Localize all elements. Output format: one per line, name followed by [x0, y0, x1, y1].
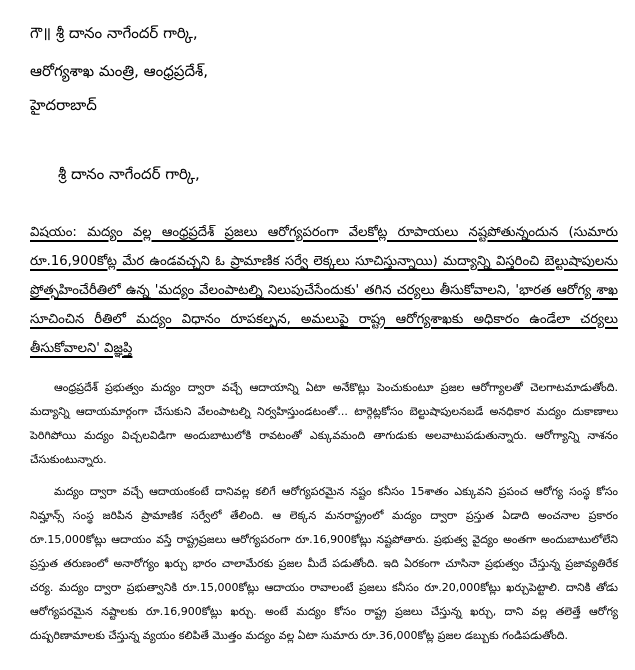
address-line-designation: ఆరోగ్యశాఖ మంత్రి, ఆంధ్రప్రదేశ్,	[30, 62, 209, 80]
subject-line: విషయం: మద్యం వల్ల ఆంధ్రప్రదేశ్ ప్రజలు ఆరోగ్యపరంగా వేలకోట్ల రూపాయలు నష్టపోతున్నందున (సుమారు రూ.16,900కోట్ల మేర ఉండవచ్చని ఓ ప్రామాణిక సర్వే లెక్కలు సూచిస్తున్నాయి) మద్యాన్ని విస్తరించి బెల్టుషాపులను ప్రోత్సహించేరీతిలో ఉన్న 'మద్యం వేలంపాటల్ని నిలుపుచేసేందుకు' తగిన చర్యలు తీసుకోవాలని, 'భారత ఆరోగ్య శాఖ సూచించిన రీతిలో మద్యం విధానం రూపకల్పన, అమలుపై రాష్ట్ర ఆరోగ్యశాఖకు అధికారం ఉండేలా చర్యలు తీసుకోవాలని' విజ్ఞప్తి	[30, 225, 618, 356]
body-paragraph-2: మద్యం ద్వారా వచ్చే ఆదాయంకంటే దానివల్ల కలిగే ఆరోగ్యపరమైన నష్టం కనీసం 15శాతం ఎక్కువని ప్రపంచ ఆరోగ్య సంస్థ కోసం నిమ్హాన్స్ సంస్థ జరిపిన ప్రామాణిక సర్వేలో తేలింది. ఆ లెక్కన మనరాష్ట్రంలో మద్యం ద్వారా ప్రస్తుత ఏడాది అంచనాల ప్రకారం రూ.15,000కోట్లు ఆదాయం వస్తే రాష్ట్రప్రజలు ఆరోగ్యపరంగా రూ.16,900కోట్లు నష్టపోతారు. ప్రభుత్వ వైద్యం అంతగా అందుబాటులోలేని ప్రస్తుత తరుణంలో అనారోగ్యం ఖర్చు భారం చాలామేరకు ప్రజల మీదే పడుతోంది. ఇది ఏరకంగా చూసినా ప్రభుత్వం చేస్తున్న ప్రజావ్యతిరేక చర్య. మద్యం ద్వారా ప్రభుత్వానికి రూ.15,000కోట్లు ఆదాయం రావాలంటే ప్రజలు కనీసం రూ.20,000కోట్లు ఖర్చుపెట్టాలి. దానికి తోడు ఆరోగ్యపరమైన నష్టాలకు రూ.16,900కోట్లు ఖర్చు. అంటే మద్యం కోసం రాష్ట్ర ప్రజలు చేస్తున్న ఖర్చు, దాని వల్ల తలెత్తే ఆరోగ్య దుష్పరిణామాలకు చేస్తున్న వ్యయం కలిపితే మొత్తం మద్యం వల్ల ఏటా సుమారు రూ.36,000కోట్ల ప్రజల డబ్బుకు గండిపడుతోంది.	[30, 485, 618, 642]
address-line-recipient: గౌ॥ శ్రీ దానం నాగేందర్ గార్కి,	[30, 24, 198, 42]
salutation: శ్రీ దానం నాగేందర్ గార్కి,	[58, 165, 200, 183]
address-line-city: హైదరాబాద్	[30, 96, 97, 114]
body-paragraph-1: ఆంధ్రప్రదేశ్ ప్రభుత్వం మద్యం ద్వారా వచ్చే ఆదాయాన్ని ఏటా అనేకొట్లు పెంచుకుంటూ ప్రజల ఆరోగ్యాలతో చెలగాటమాడుతోంది. మద్యాన్ని ఆదాయమార్గంగా చేసుకుని వేలంపాటల్ని నిర్వహిస్తుండటంతో... టార్గెట్లకోసం బెల్టుషాపులనబడే అనధికార మద్యం దుకాణాలు పెరిగిపోయి మద్యం విచ్చలవిడిగా అందుబాటులోకి రావటంతో ఎక్కువమంది తాగుడుకు అలవాటుపడుతున్నారు. ఆరోగ్యాన్ని నాశనం చేసుకుంటున్నారు.	[30, 381, 618, 466]
